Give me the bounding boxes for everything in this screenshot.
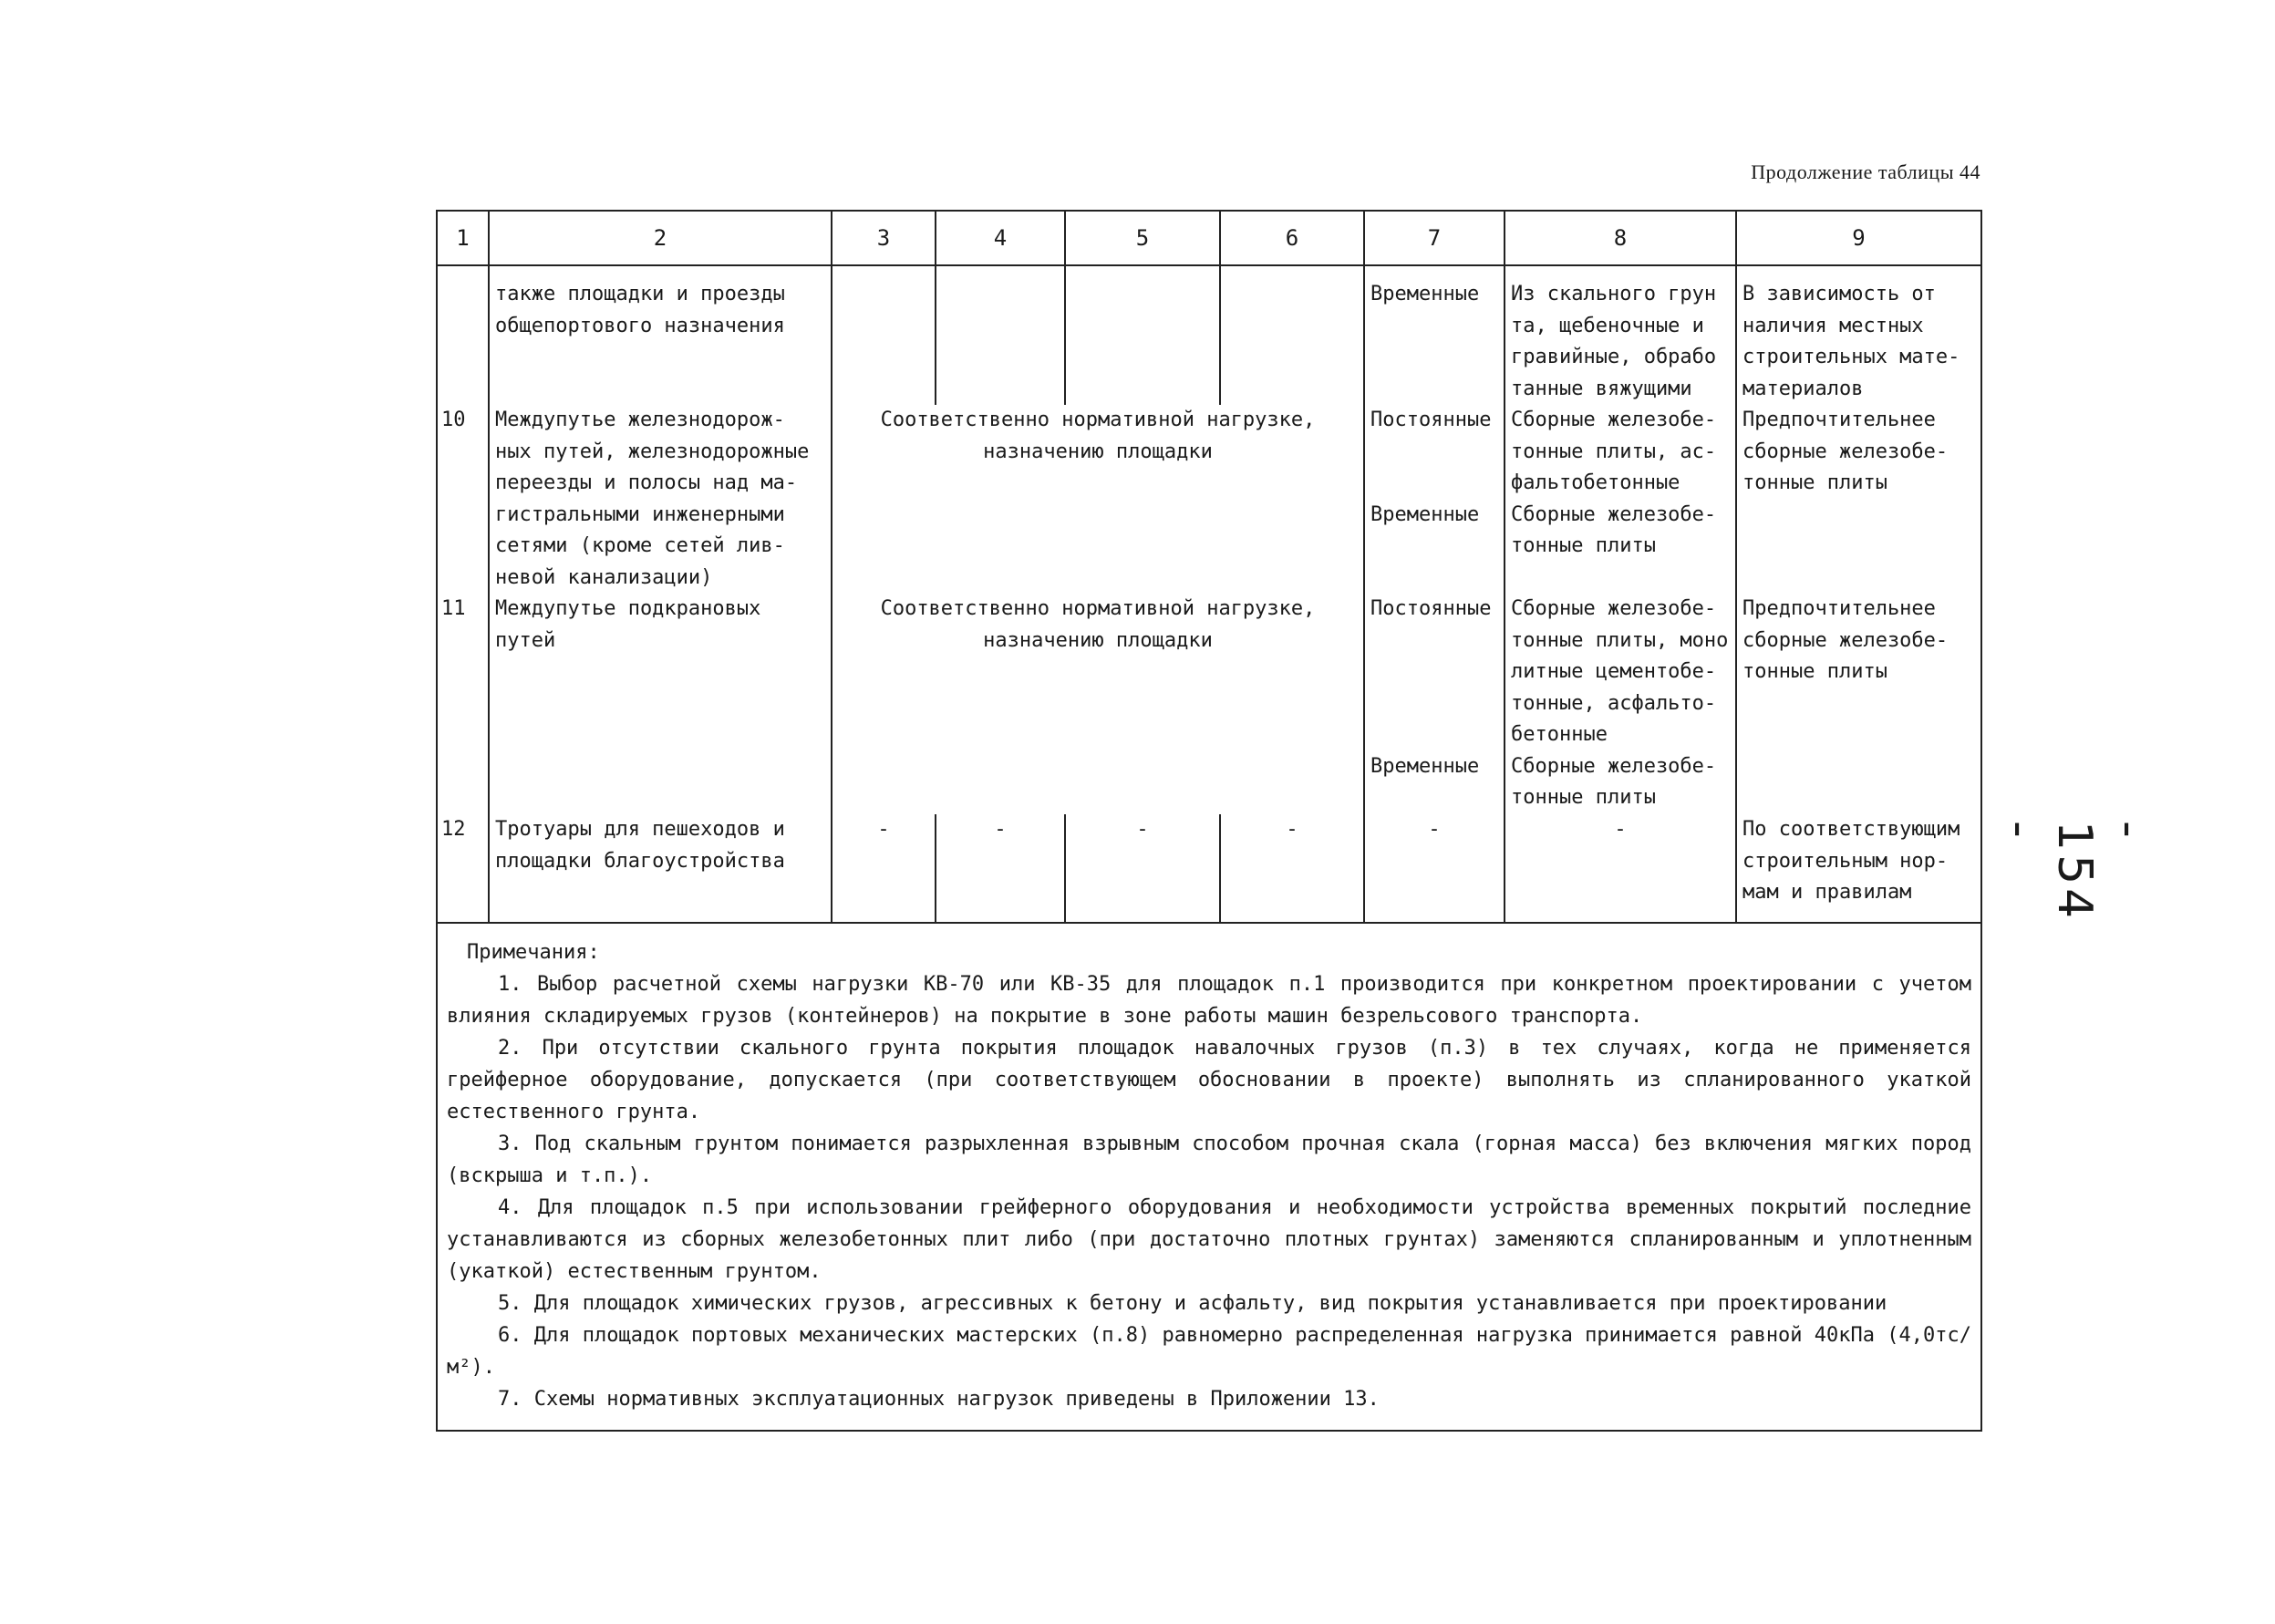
cell-line: гравийные, обрабо	[1511, 346, 1717, 368]
cell-line	[1370, 657, 1504, 688]
cell-line: невой канализации)	[495, 565, 713, 589]
cell-line: гистральными инженерными	[495, 502, 785, 526]
note-item-7: 7. Схемы нормативных эксплуатационных нагрузок приведены в Приложении 13.	[498, 1388, 1380, 1411]
cell-line: Из скального грун	[1511, 283, 1717, 305]
table-continuation-label: Продолжение таблицы 44	[1751, 160, 1980, 183]
cell-line: строительным нор-	[1742, 849, 1949, 873]
cell-col5: -	[1065, 814, 1220, 922]
cell-line: ных путей, железнодорожные	[495, 440, 810, 463]
cell-line: площадки благоустройства	[495, 849, 785, 873]
row-number: 11	[441, 597, 466, 620]
cell-col6	[1220, 265, 1364, 405]
cell-col4: -	[936, 814, 1065, 922]
row-number: 12	[441, 818, 466, 841]
notes-section	[438, 922, 1980, 1430]
cell-description	[489, 265, 832, 405]
cell-merged-load	[832, 405, 1364, 594]
column-header-7: 7	[1364, 212, 1505, 265]
cell-col7	[1364, 405, 1505, 594]
note-item-5: 5. Для площадок химических грузов, агрессивных к бетону и асфальту, вид покрытия устанавливается при проектировании	[498, 1292, 1887, 1315]
cell-col4	[936, 265, 1065, 405]
cell-line: В зависимость от	[1742, 283, 1936, 305]
cell-line: тонные, асфальто-	[1511, 691, 1717, 715]
column-header-5: 5	[1065, 212, 1220, 265]
cell-line: танные вяжущими	[1511, 377, 1692, 400]
cell-line: Сборные железобе-	[1511, 502, 1717, 526]
cell-line: сборные железобе-	[1742, 440, 1949, 463]
cell-line: Постоянные	[1370, 409, 1492, 431]
cell-line: Временные	[1370, 283, 1480, 305]
row-number: 10	[441, 409, 466, 431]
cell-description	[489, 594, 832, 814]
cell-line: Сборные железобе-	[1511, 597, 1717, 620]
cell-line: строительных мате-	[1742, 346, 1960, 368]
cell-line: назначению площадки	[983, 440, 1213, 463]
cell-line: тонные плиты, моно	[1511, 628, 1729, 652]
cell-line: сборные железобе-	[1742, 628, 1949, 652]
note-item-2: 2. При отсутствии скального грунта покрытия площадок навалочных грузов (п.3) в тех случаях, когда не применяется грейферное оборудование, допускается (при соответствующем обосновании в проекте) выполнять из спланированного укаткой естественного грунта.	[447, 1037, 1971, 1123]
cell-line: та, щебеночные и	[1511, 314, 1704, 337]
cell-line: Междупутье железнодорож-	[495, 409, 785, 431]
note-item-1: 1. Выбор расчетной схемы нагрузки КВ-70 или КВ-35 для площадок п.1 производится при конкретном проектировании с учетом влияния складируемых грузов (контейнеров) на покрытие в зоне работы машин безрельсового транспорта.	[447, 973, 1971, 1028]
cell-line	[1370, 688, 1504, 720]
cell-line: Временные	[1370, 502, 1480, 526]
cell-line	[1370, 468, 1504, 500]
cell-line: тонные плиты	[1511, 786, 1656, 809]
cell-col3: -	[832, 814, 936, 922]
column-header-3: 3	[832, 212, 936, 265]
cell-line: тонные плиты	[1742, 471, 1887, 494]
cell-line: Междупутье подкрановых	[495, 597, 761, 620]
cell-line	[1370, 626, 1504, 657]
cell-col8	[1505, 594, 1736, 814]
cell-description	[489, 405, 832, 594]
column-header-2: 2	[489, 212, 832, 265]
row-number	[438, 265, 489, 405]
cell-line: -	[1428, 818, 1441, 841]
cell-col3	[832, 265, 936, 405]
cell-line: бетонные	[1511, 723, 1608, 746]
cell-line: Предпочтительнее	[1742, 597, 1936, 620]
header-row	[438, 212, 1980, 265]
cell-line: Тротуары для пешеходов и	[495, 818, 785, 841]
cell-line: Соответственно нормативной нагрузке,	[880, 409, 1316, 431]
cell-line: фальтобетонные	[1511, 471, 1680, 494]
note-item-6: 6. Для площадок портовых механических мастерских (п.8) равномерно распределенная нагрузка принимается равной 40кПа (4,0тс/м²).	[447, 1324, 1971, 1379]
cell-merged-load	[832, 594, 1364, 814]
cell-col9	[1736, 405, 1980, 594]
cell-line: Сборные железобе-	[1511, 754, 1717, 778]
cell-col9	[1736, 594, 1980, 814]
cell-col7	[1364, 265, 1505, 405]
cell-col9	[1736, 265, 1980, 405]
cell-line: путей	[495, 628, 556, 652]
cell-line: тонные плиты	[1511, 534, 1656, 557]
cell-line: общепортового назначения	[495, 314, 785, 337]
cell-line: тонные плиты	[1742, 660, 1887, 683]
cell-line: Соответственно нормативной нагрузке,	[880, 597, 1316, 620]
cell-line: сетями (кроме сетей лив-	[495, 534, 785, 557]
column-header-4: 4	[936, 212, 1065, 265]
table-frame	[436, 210, 1982, 1432]
cell-line	[1370, 437, 1504, 469]
column-header-8: 8	[1505, 212, 1736, 265]
cell-col9	[1736, 814, 1980, 922]
note-item-4: 4. Для площадок п.5 при использовании грейферного оборудования и необходимости устройства временных покрытий последние устанавливаются из сборных железобетонных плит либо (при достаточно плотных грунтах) заменяются спланированным и уплотненным (укаткой) естественным грунтом.	[447, 1196, 1971, 1283]
cell-line: литные цементобе-	[1511, 660, 1717, 683]
cell-line: тонные плиты, ас-	[1511, 440, 1717, 463]
table-row	[438, 265, 1980, 405]
cell-col5	[1065, 265, 1220, 405]
cell-col8	[1505, 814, 1736, 922]
cell-line: По соответствующим	[1742, 818, 1960, 841]
cell-line: мам и правилам	[1742, 881, 1912, 904]
notes-title: Примечания:	[467, 941, 600, 964]
table-row	[438, 814, 1980, 922]
column-header-9: 9	[1736, 212, 1980, 265]
cell-line: Сборные железобе-	[1511, 409, 1717, 431]
cell-line: также площадки и проезды	[495, 283, 785, 305]
cell-line: Постоянные	[1370, 597, 1492, 620]
cell-line	[1370, 719, 1504, 751]
table-row	[438, 594, 1980, 814]
cell-line: материалов	[1742, 377, 1864, 400]
cell-col8	[1505, 405, 1736, 594]
cell-col8	[1505, 265, 1736, 405]
main-table	[438, 212, 1980, 922]
column-header-1: 1	[438, 212, 489, 265]
cell-col7	[1364, 594, 1505, 814]
note-item-3: 3. Под скальным грунтом понимается разрыхленная взрывным способом прочная скала (горная масса) без включения мягких пород (вскрыша и т.п.).	[447, 1133, 1971, 1187]
cell-col6: -	[1220, 814, 1364, 922]
cell-line: наличия местных	[1742, 314, 1924, 337]
cell-line: переезды и полосы над ма-	[495, 471, 798, 494]
column-header-6: 6	[1220, 212, 1364, 265]
cell-line: Временные	[1370, 754, 1480, 778]
cell-col7	[1364, 814, 1505, 922]
cell-line: Предпочтительнее	[1742, 409, 1936, 431]
cell-line: -	[1614, 818, 1627, 841]
cell-line: назначению площадки	[983, 628, 1213, 652]
table-row	[438, 405, 1980, 594]
page-number: - 154 -	[1992, 821, 2156, 923]
cell-description	[489, 814, 832, 922]
